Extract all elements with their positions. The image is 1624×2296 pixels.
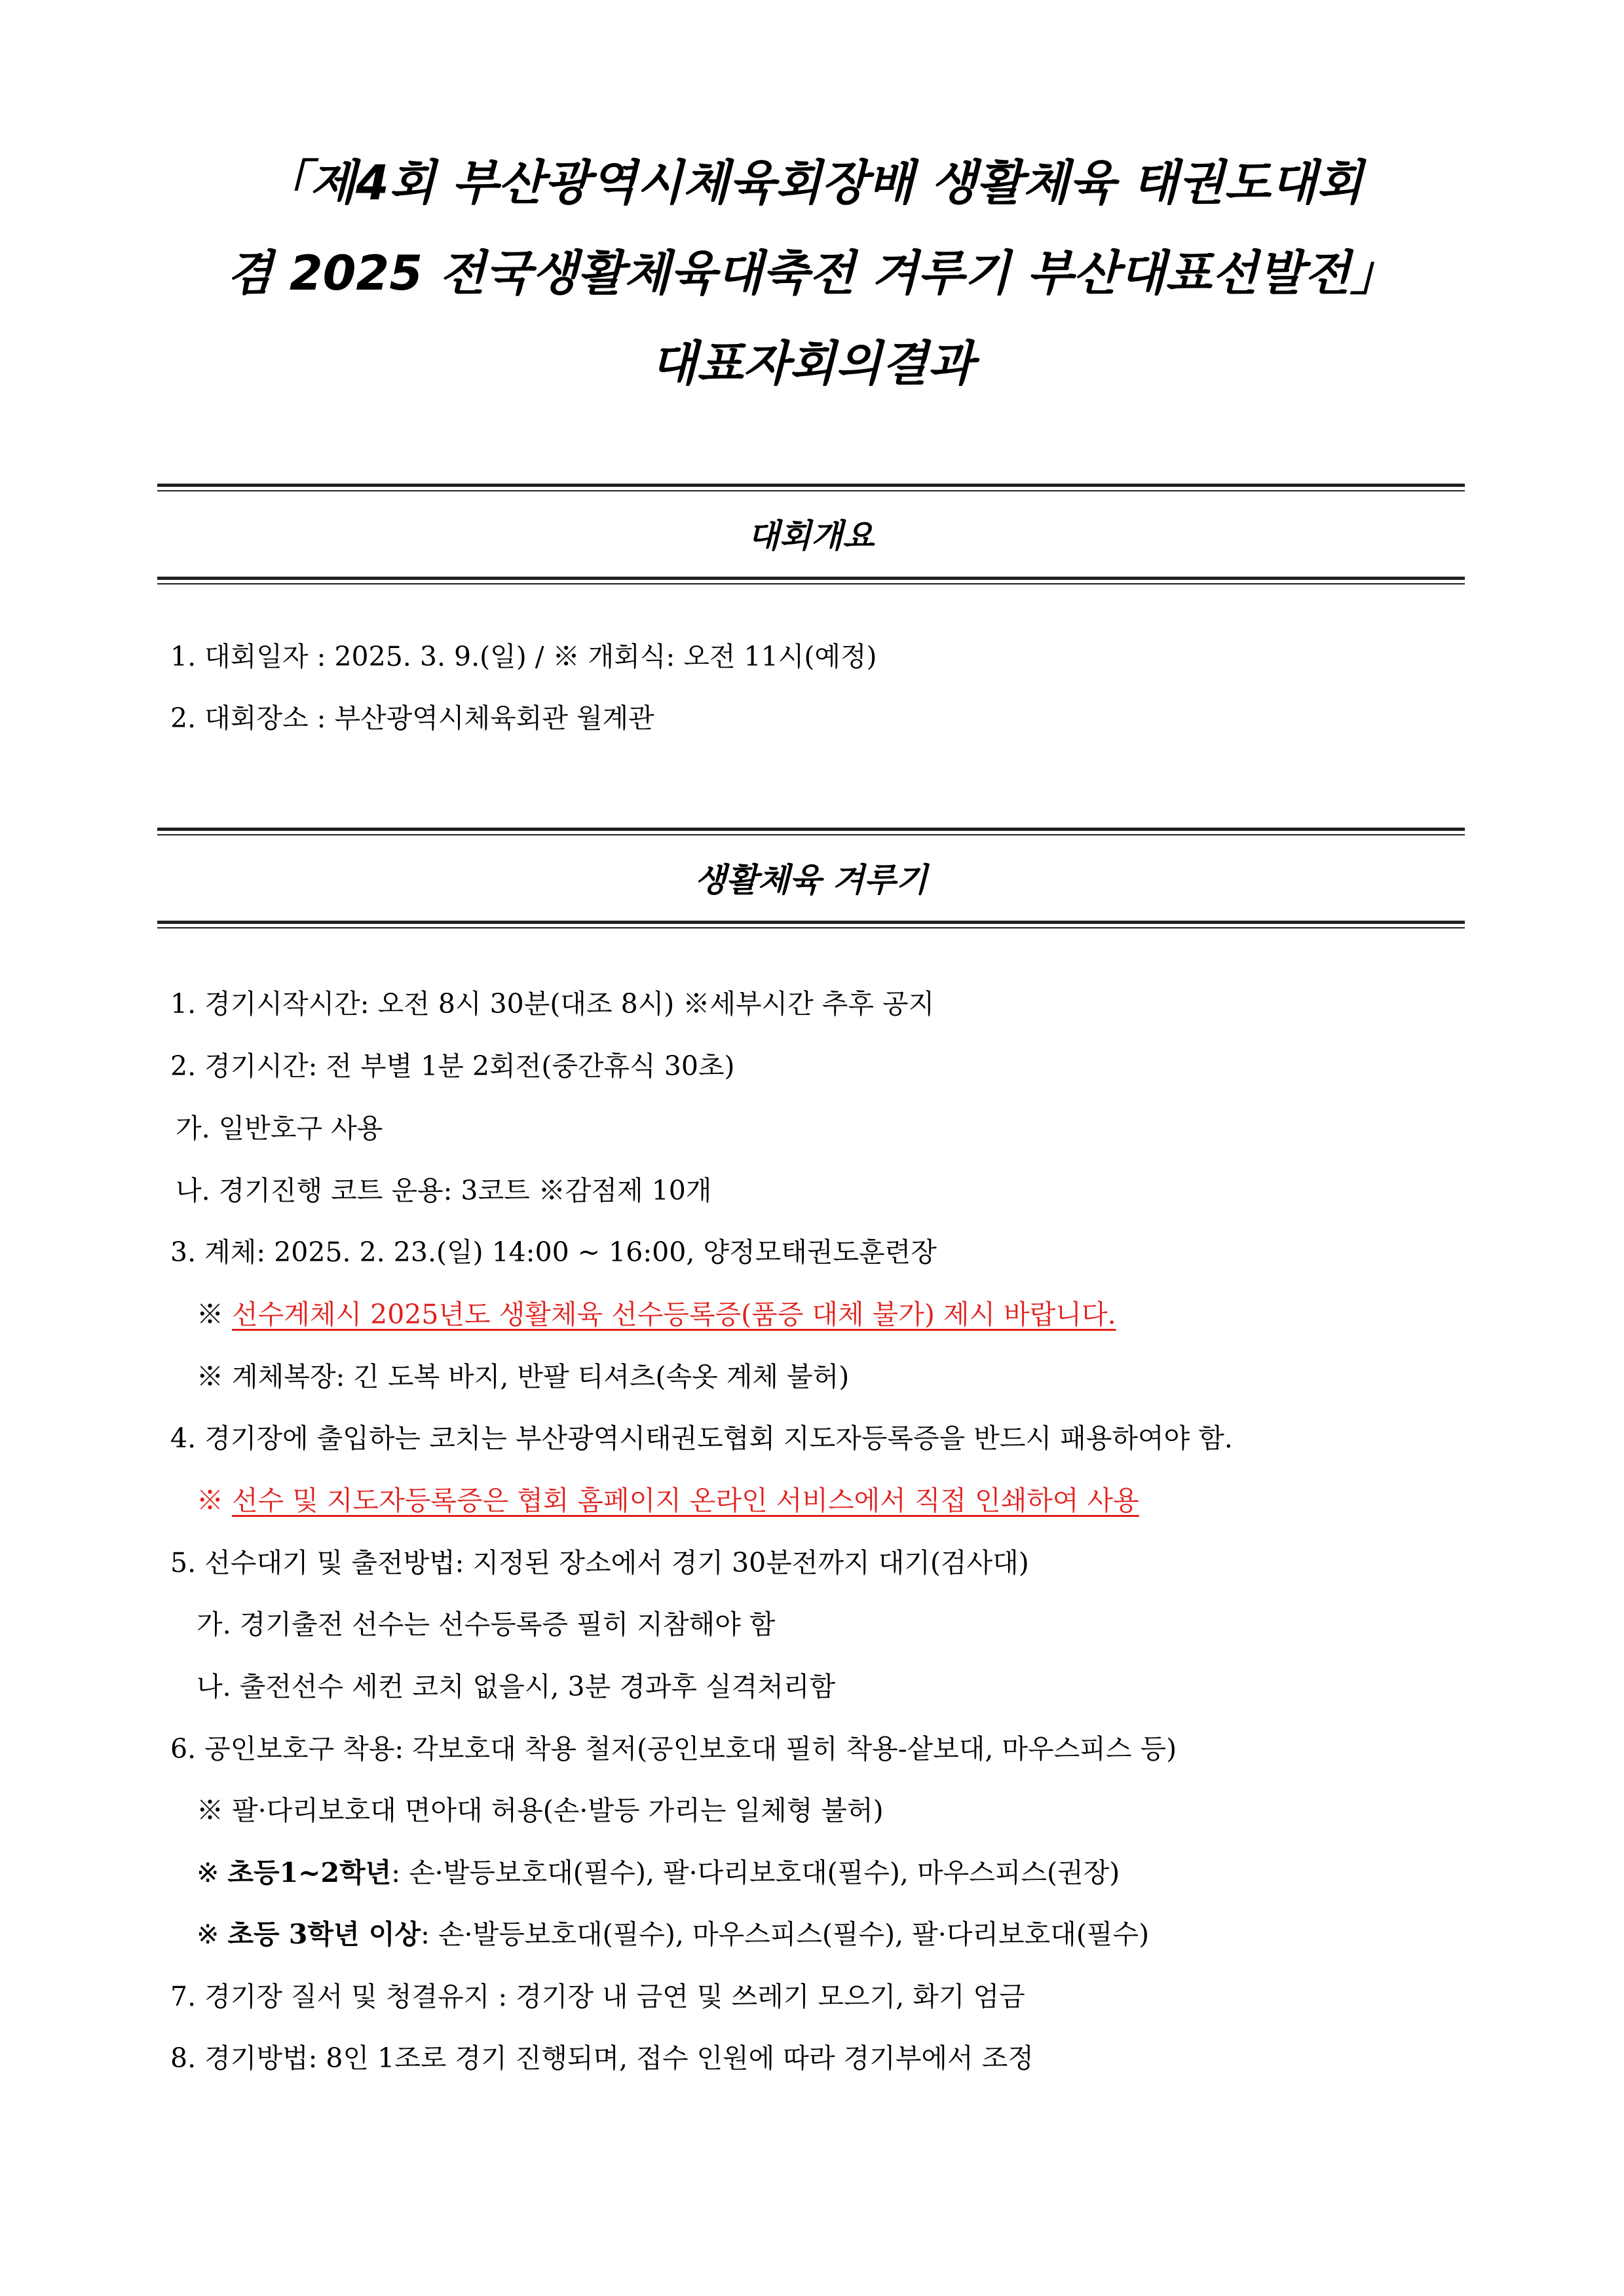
rule-note-print-cards	[197, 1478, 1139, 1523]
overview-item-venue: 2. 대회장소 : 부산광역시체육회관 월계관	[170, 702, 654, 734]
rule-subitem-bring-card: 가. 경기출전 선수는 선수등록증 필히 지참해야 함	[197, 1609, 776, 1640]
rule-subitem-gear: 가. 일반호구 사용	[176, 1113, 383, 1144]
emphasis-red-notice: 선수계체시 2025년도 생활체육 선수등록증(품증 대체 불가) 제시 바랍니다.	[232, 1299, 1116, 1330]
rule-item-coach-badge: 4. 경기장에 출입하는 코치는 부산광역시태권도협회 지도자등록증을 반드시 패용하여야 함.	[170, 1423, 1233, 1454]
section-rule-top	[157, 484, 1465, 491]
document-title-line-3: 대표자회의결과	[651, 336, 974, 392]
rule-item-match-time: 2. 경기시간: 전 부별 1분 2회전(중간휴식 30초)	[170, 1050, 735, 1082]
document-title-line-1: 「제4회 부산광역시체육회장배 생활체육 태권도대회	[261, 155, 1363, 211]
rule-subitem-courts: 나. 경기진행 코트 운용: 3코트 ※감점제 10개	[176, 1175, 712, 1206]
section-rule-top	[157, 828, 1465, 835]
note-mark: ※	[197, 1919, 228, 1950]
rule-item-waiting: 5. 선수대기 및 출전방법: 지정된 장소에서 경기 30분전까지 대기(검사대)	[170, 1547, 1029, 1578]
rule-item-protective-gear: 6. 공인보호구 착용: 각보호대 착용 철저(공인보호대 필히 착용-샅보대, 마우스피스 등)	[170, 1733, 1177, 1765]
grade-label: 초등 3학년 이상	[227, 1919, 421, 1950]
section-heading-overview: 대회개요	[747, 517, 875, 555]
rule-note-weigh-in-card	[197, 1292, 1116, 1337]
section-heading-kyorugi: 생활체육 겨루기	[694, 861, 928, 899]
rule-item-match-method: 8. 경기방법: 8인 1조로 경기 진행되며, 접수 인원에 따라 경기부에서 조정	[170, 2042, 1034, 2074]
emphasis-red-notice: 선수 및 지도자등록증은 협회 홈페이지 온라인 서비스에서 직접 인쇄하여 사용	[232, 1485, 1139, 1516]
section-rule-bottom	[157, 921, 1465, 928]
rule-item-weigh-in: 3. 계체: 2025. 2. 23.(일) 14:00 ~ 16:00, 양정모태권도훈련장	[170, 1236, 937, 1268]
section-rule-bottom	[157, 577, 1465, 584]
overview-item-date: 1. 대회일자 : 2025. 3. 9.(일) / ※ 개회식: 오전 11시(예정)	[170, 641, 877, 672]
rule-note-elementary-3-up	[197, 1911, 1149, 1957]
rule-item-venue-order: 7. 경기장 질서 및 청결유지 : 경기장 내 금연 및 쓰레기 모으기, 화기 엄금	[170, 1981, 1025, 2012]
grade-requirements: : 손·발등보호대(필수), 마우스피스(필수), 팔·다리보호대(필수)	[421, 1919, 1150, 1950]
grade-label: 초등1~2학년	[227, 1857, 392, 1888]
note-mark: ※	[197, 1857, 228, 1888]
grade-requirements: : 손·발등보호대(필수), 팔·다리보호대(필수), 마우스피스(권장)	[391, 1857, 1120, 1888]
rule-note-elementary-1-2	[197, 1850, 1120, 1896]
rule-note-weigh-in-attire: ※ 계체복장: 긴 도복 바지, 반팔 티셔츠(속옷 계체 불허)	[197, 1361, 850, 1392]
note-mark: ※	[197, 1299, 233, 1330]
rule-item-start-time: 1. 경기시작시간: 오전 8시 30분(대조 8시) ※세부시간 추후 공지	[170, 988, 935, 1020]
rule-note-limb-guards: ※ 팔·다리보호대 면아대 허용(손·발등 가리는 일체형 불허)	[197, 1795, 884, 1826]
rule-subitem-no-coach: 나. 출전선수 세컨 코치 없을시, 3분 경과후 실격처리함	[197, 1671, 836, 1702]
note-mark: ※	[197, 1485, 233, 1516]
document-title-line-2: 겸 2025 전국생활체육대축전 겨루기 부산대표선발전」	[226, 246, 1399, 301]
